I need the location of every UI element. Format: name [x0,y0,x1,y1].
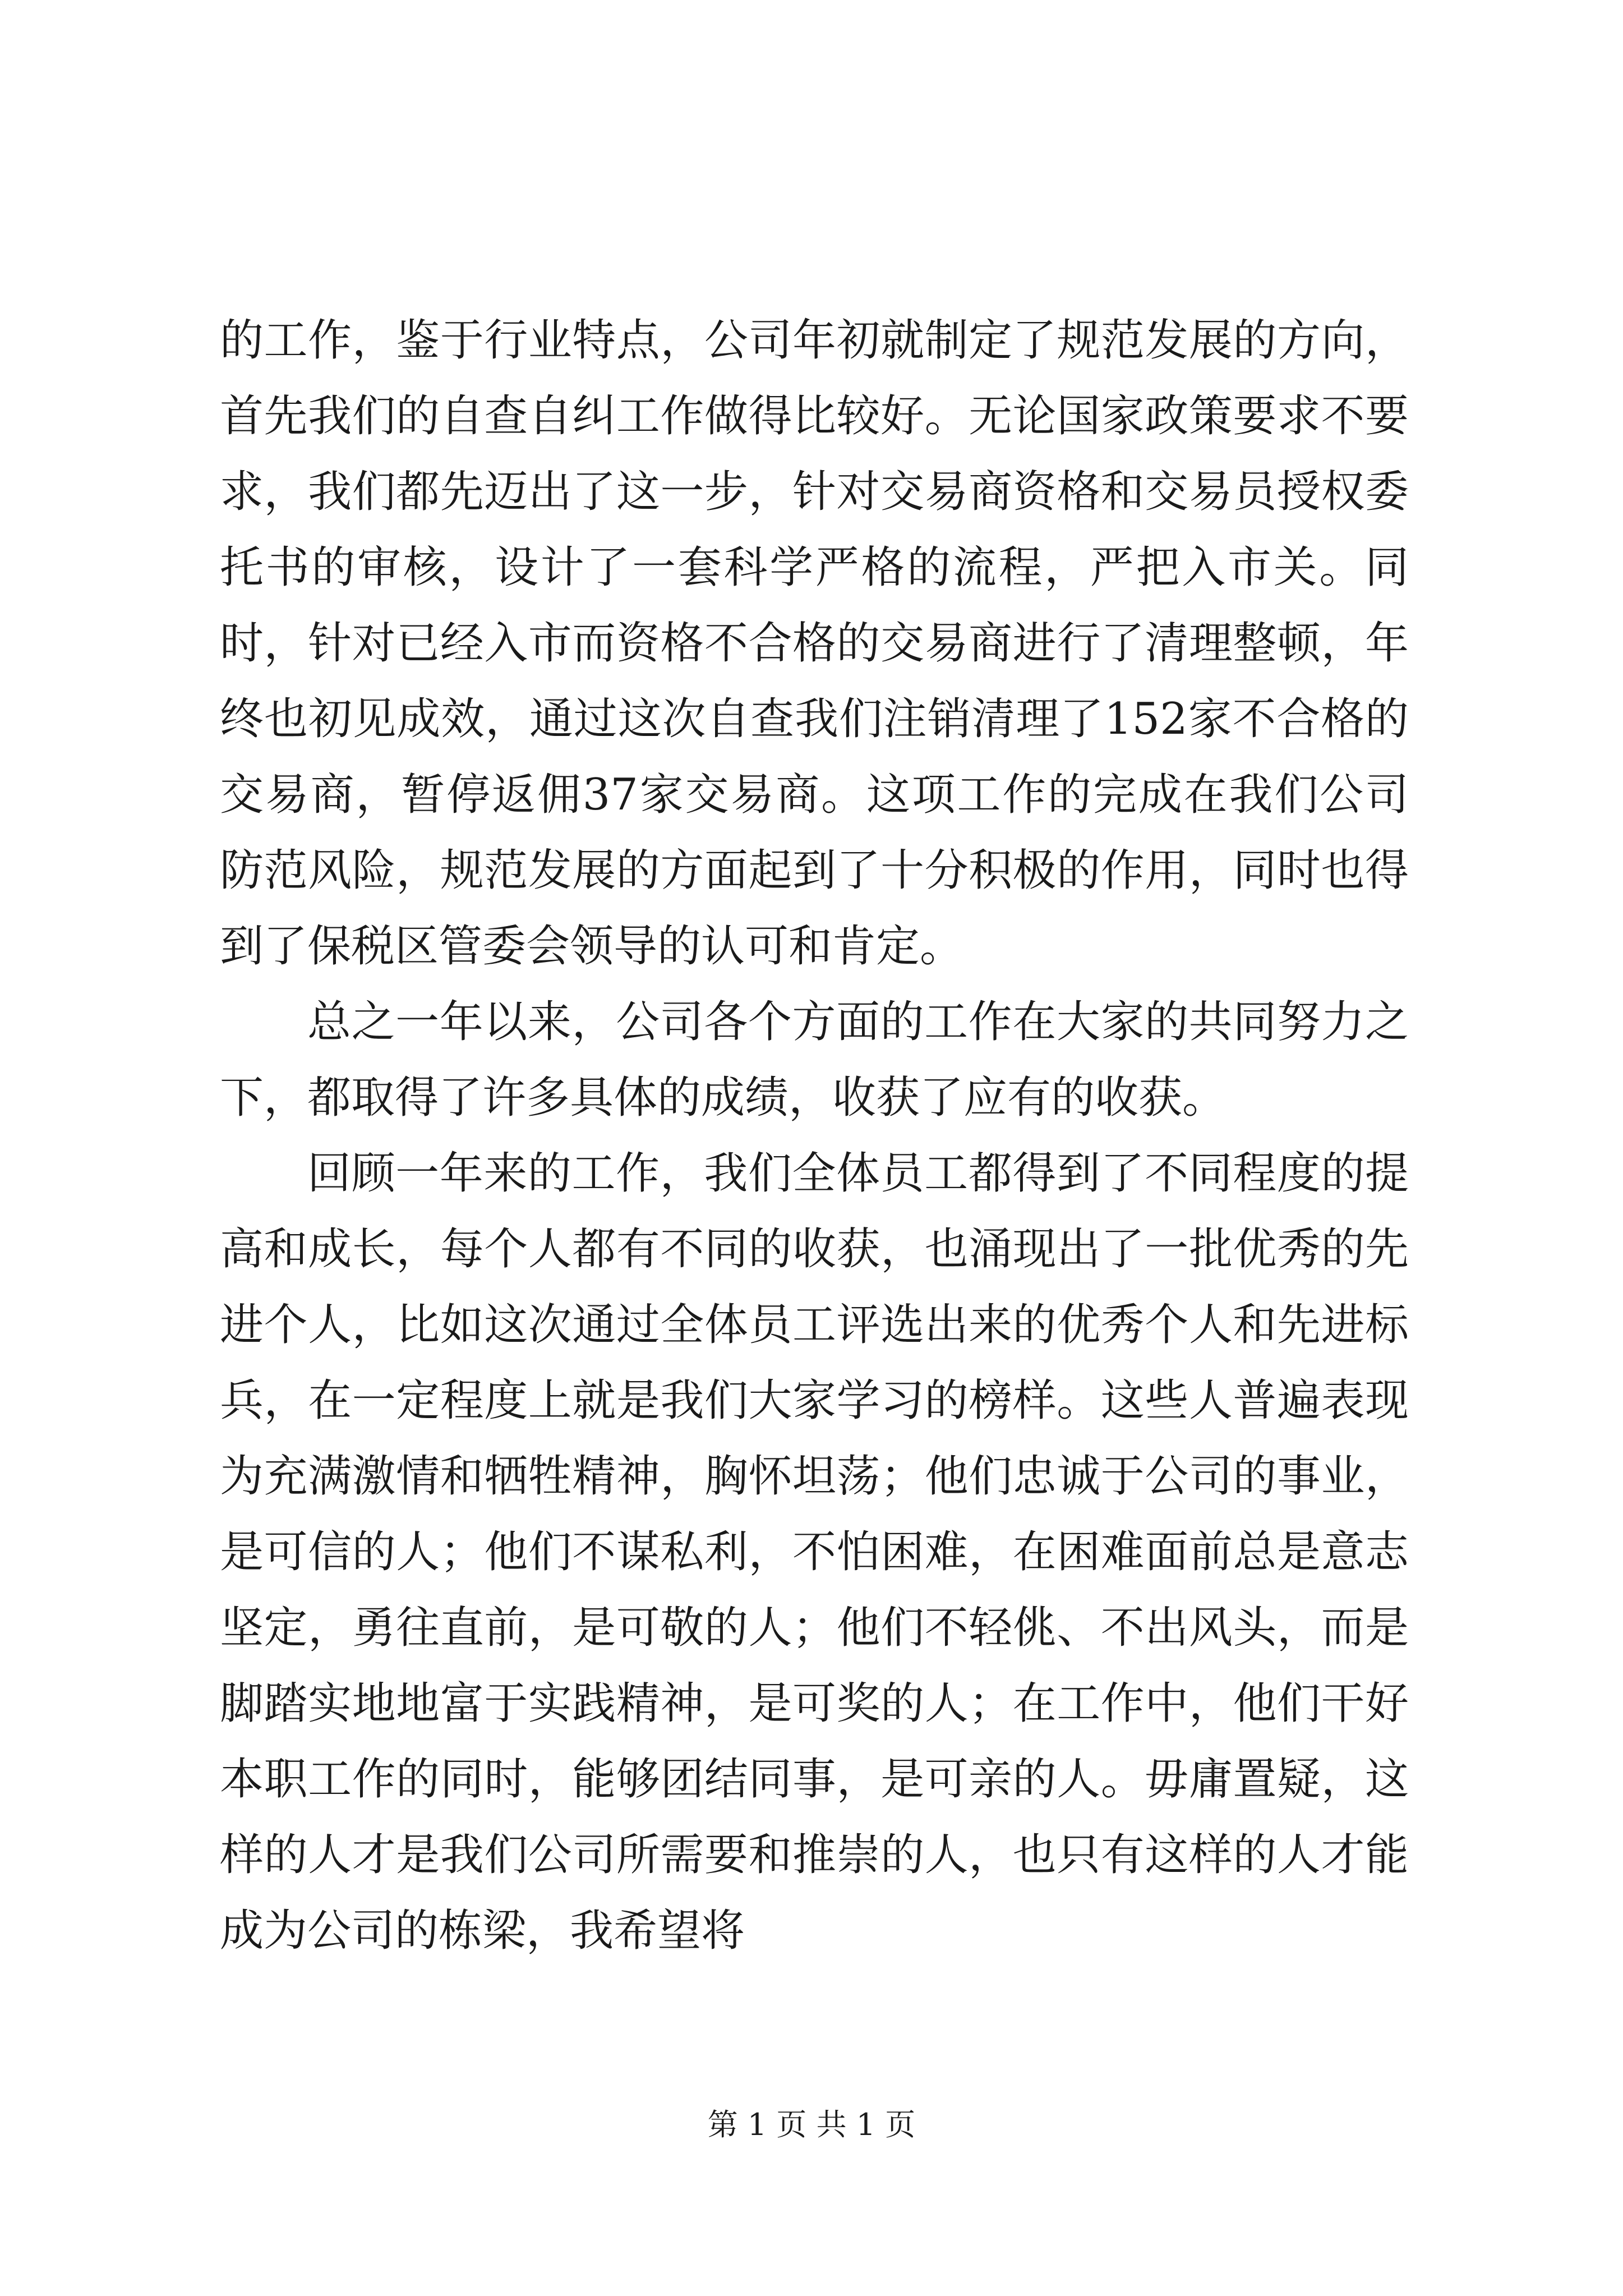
page-footer: 第 1 页 共 1 页 [707,2107,916,2142]
paragraph-review: 回顾一年来的工作，我们全体员工都得到了不同程度的提高和成长，每个人都有不同的收获，也涌现出了一批优秀的先进个人，比如这次通过全体员工评选出来的优秀个人和先进标兵，在一定程度上就是我们大家学习的榜样。这些人普遍表现为充满激情和牺牲精神，胸怀坦荡；他们忠诚于公司的事业，是可信的人；他们不谋私利，不怕困难，在困难面前总是意志坚定，勇往直前，是可敬的人；他们不轻佻、不出风头，而是脚踏实地地富于实践精神，是可奖的人；在工作中，他们干好本职工作的同时，能够团结同事，是可亲的人。毋庸置疑，这样的人才是我们公司所需要和推崇的人，也只有这样的人才能成为公司的栋梁，我希望将 [220,1148,1409,1956]
paragraph-summary: 总之一年以来，公司各个方面的工作在大家的共同努力之下，都取得了许多具体的成绩，收获了应有的收获。 [220,997,1409,1123]
paragraph-continuation: 的工作，鉴于行业特点，公司年初就制定了规范发展的方向，首先我们的自查自纠工作做得比较好。无论国家政策要求不要求，我们都先迈出了这一步，针对交易商资格和交易员授权委托书的审核，设计了一套科学严格的流程，严把入市关。同时，针对已经入市而资格不合格的交易商进行了清理整顿，年终也初见成效，通过这次自查我们注销清理了152家不合格的交易商，暂停返佣37家交易商。这项工作的完成在我们公司防范风险，规范发展的方面起到了十分积极的作用，同时也得到了保税区管委会领导的认可和肯定。 [220,315,1409,972]
body-text [220,303,1409,1969]
